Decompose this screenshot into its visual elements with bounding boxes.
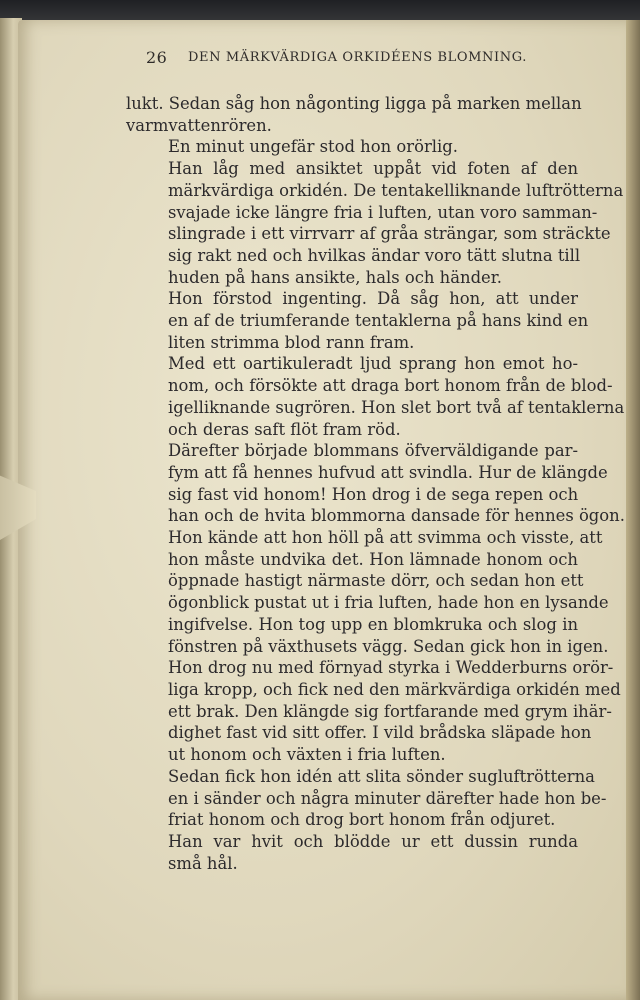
page-number: 26: [146, 48, 168, 67]
text-line: Hon drog nu med förnyad styrka i Wedderburns orör-: [168, 658, 614, 678]
text-line: igelliknande sugrören. Hon slet bort två af tentaklerna: [168, 397, 625, 417]
text-line: Därefter började blommans öfverväldigande par-: [168, 441, 578, 461]
text-line: Hon förstod ingenting. Då såg hon, att under: [168, 289, 578, 309]
text-line: sig fast vid honom! Hon drog i de sega repen och: [168, 484, 579, 504]
page-edge-shadow: [626, 20, 640, 1000]
text-line: lukt. Sedan såg hon någonting ligga på marken mellan: [126, 94, 582, 113]
paragraph: [126, 158, 624, 288]
text-line: dighet fast vid sitt offer. I vild brådska släpade hon: [168, 723, 592, 743]
text-line: Hon kände att hon höll på att svimma och visste, att: [168, 528, 603, 548]
paragraph: [126, 353, 625, 440]
paragraph: [126, 93, 582, 136]
text-line: ut honom och växten i fria luften.: [168, 745, 446, 765]
text-line: ögonblick pustat ut i fria luften, hade hon en lysande: [168, 593, 609, 613]
text-line: slingrade i ett virrvarr af gråa strängar, som sträckte: [168, 224, 611, 244]
paragraph: [126, 831, 578, 874]
text-line: varmvattenrören.: [126, 115, 272, 135]
text-line: En minut ungefär stod hon orörlig.: [168, 137, 458, 157]
text-line: Han var hvit och blödde ur ett dussin runda: [168, 831, 578, 851]
text-line: Sedan fick hon idén att slita sönder sugluftrötterna: [168, 766, 595, 786]
text-line: en i sänder och några minuter därefter hade hon be-: [168, 788, 607, 808]
text-line: ett brak. Den klängde sig fortfarande med grym ihär-: [168, 701, 612, 721]
text-line: och deras saft flöt fram röd.: [168, 419, 401, 439]
text-line: ingifvelse. Hon tog upp en blomkruka och slog in: [168, 614, 578, 634]
text-line: huden på hans ansikte, hals och händer.: [168, 267, 502, 287]
text-line: nom, och försökte att draga bort honom från de blod-: [168, 376, 613, 396]
text-line: en af de triumferande tentaklerna på hans kind en: [168, 311, 589, 331]
text-line: fym att få hennes hufvud att svindla. Hur de klängde: [168, 462, 608, 482]
text-line: Han låg med ansiktet uppåt vid foten af den: [168, 159, 578, 179]
page-header: [0, 48, 640, 74]
body-text: [126, 93, 625, 874]
paragraph: [126, 288, 589, 353]
paragraph: [126, 136, 578, 158]
text-line: sig rakt ned och hvilkas ändar voro tätt slutna till: [168, 245, 581, 265]
text-line: Med ett oartikuleradt ljud sprang hon emot ho-: [168, 354, 578, 374]
paragraph: [126, 766, 607, 831]
text-line: små hål.: [168, 853, 238, 873]
text-line: liten strimma blod rann fram.: [168, 332, 415, 352]
text-line: svajade icke längre fria i luften, utan voro samman-: [168, 202, 598, 222]
text-line: hon måste undvika det. Hon lämnade honom och: [168, 549, 578, 569]
text-line: öppnade hastigt närmaste dörr, och sedan hon ett: [168, 571, 584, 591]
text-line: märkvärdiga orkidén. De tentakelliknande luftrötterna: [168, 180, 624, 200]
paragraph: [126, 440, 625, 766]
running-head: DEN MÄRKVÄRDIGA ORKIDÉENS BLOMNING.: [188, 50, 527, 65]
text-line: friat honom och drog bort honom från odjuret.: [168, 810, 556, 830]
text-line: fönstren på växthusets vägg. Sedan gick hon in igen.: [168, 636, 609, 656]
text-line: han och de hvita blommorna dansade för hennes ögon.: [168, 506, 625, 526]
text-line: liga kropp, och fick ned den märkvärdiga orkidén med: [168, 679, 621, 699]
